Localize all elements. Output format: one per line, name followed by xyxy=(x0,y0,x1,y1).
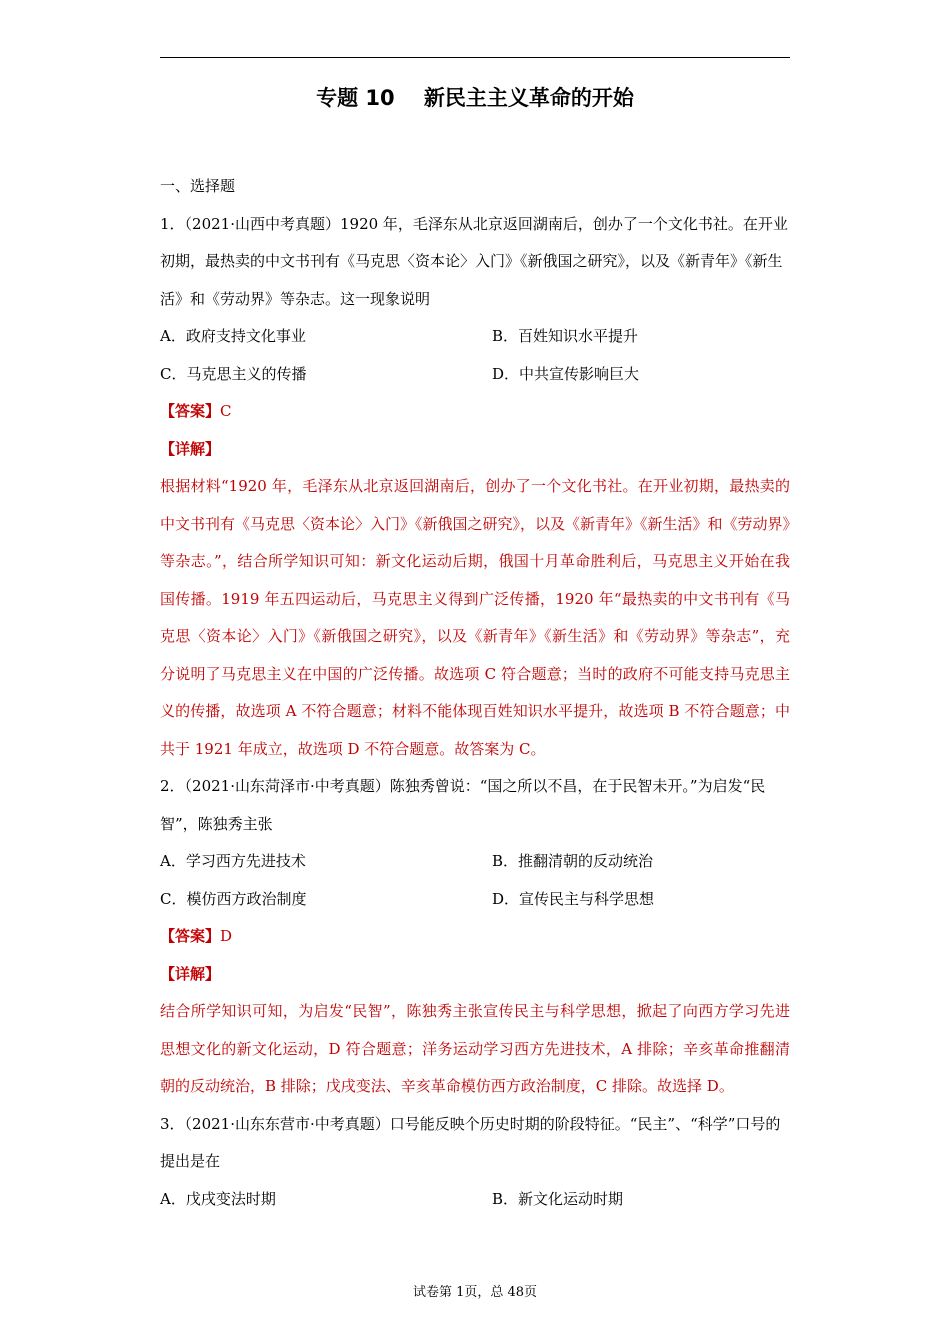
answer-line xyxy=(160,393,790,431)
option-a: A．戊戌变法时期 xyxy=(160,1189,276,1208)
document-page xyxy=(160,0,790,1344)
explanation-text: 结合所学知识可知，为启发“民智”，陈独秀主张宣传民主与科学思想，掀起了向西方学习先进思想文化的新文化运动，D 符合题意；洋务运动学习西方先进技术，A 排除；辛亥革命推翻清朝的反动统治，B 排除；戊戌变法、辛亥革命模仿西方政治制度，C 排除。故选择 D。 xyxy=(160,1002,790,1095)
detail-label: 【详解】 xyxy=(160,964,221,983)
option-c: C．模仿西方政治制度 xyxy=(160,889,307,908)
answer-label: 【答案】 xyxy=(160,402,221,420)
answer-label: 【答案】 xyxy=(160,927,221,945)
question-2 xyxy=(160,768,790,1106)
section-heading: 一、选择题 xyxy=(160,177,236,195)
option-list xyxy=(160,1181,790,1219)
option-d: D．中共宣传影响巨大 xyxy=(492,364,640,383)
option-d: D．宣传民主与科学思想 xyxy=(492,889,655,908)
answer-value: C xyxy=(220,402,232,420)
question-stem: 1．（2021·山西中考真题）1920 年，毛泽东从北京返回湖南后，创办了一个文化书社。在开业初期，最热卖的中文书刊有《马克思〈资本论〉入门》《新俄国之研究》，以及《新青年》《新生活》和《劳动界》等杂志。这一现象说明 xyxy=(160,214,788,308)
answer-value: D xyxy=(220,927,233,945)
question-stem: 3．（2021·山东东营市·中考真题）口号能反映个历史时期的阶段特征。“民主”、“科学”口号的提出是在 xyxy=(160,1114,781,1170)
page-footer: 试卷第 1页，总 48页 xyxy=(412,1285,538,1300)
detail-label: 【详解】 xyxy=(160,439,221,458)
option-a: A．学习西方先进技术 xyxy=(160,852,306,870)
answer-line xyxy=(160,918,790,956)
page-title: 专题 10 新民主主义革命的开始 xyxy=(316,86,634,110)
question-stem: 2．（2021·山东菏泽市·中考真题）陈独秀曾说：“国之所以不昌，在于民智未开。”为启发“民智”，陈独秀主张 xyxy=(160,777,766,833)
header-rule xyxy=(160,57,790,58)
question-1 xyxy=(160,206,790,769)
option-b: B．新文化运动时期 xyxy=(492,1189,624,1208)
explanation-text: 根据材料“1920 年，毛泽东从北京返回湖南后，创办了一个文化书社。在开业初期，最热卖的中文书刊有《马克思〈资本论〉入门》《新俄国之研究》，以及《新青年》《新生活》和《劳动界》等杂志。”，结合所学知识可知：新文化运动后期，俄国十月革命胜利后，马克思主义开始在我国传播。1919 年五四运动后，马克思主义得到广泛传播，1920 年“最热卖的中文书刊有《马克思〈资本论〉入门》《新俄国之研究》，以及《新青年》《新生活》和《劳动界》等杂志”，充分说明了马克思主义在中国的广泛传播。故选项 C 符合题意；当时的政府不可能支持马克思主义的传播，故选项 A 不符合题意；材料不能体现百姓知识水平提升，故选项 B 不符合题意；中共于 1921 年成立，故选项 D 不符合题意。故答案为 C。 xyxy=(160,477,791,758)
option-a: A．政府支持文化事业 xyxy=(160,327,306,345)
question-3 xyxy=(160,1106,790,1219)
content-flow xyxy=(160,168,790,1218)
option-b: B．推翻清朝的反动统治 xyxy=(492,852,654,870)
option-c: C．马克思主义的传播 xyxy=(160,364,307,383)
option-b: B．百姓知识水平提升 xyxy=(492,327,639,345)
option-list xyxy=(160,318,790,393)
option-list xyxy=(160,843,790,918)
